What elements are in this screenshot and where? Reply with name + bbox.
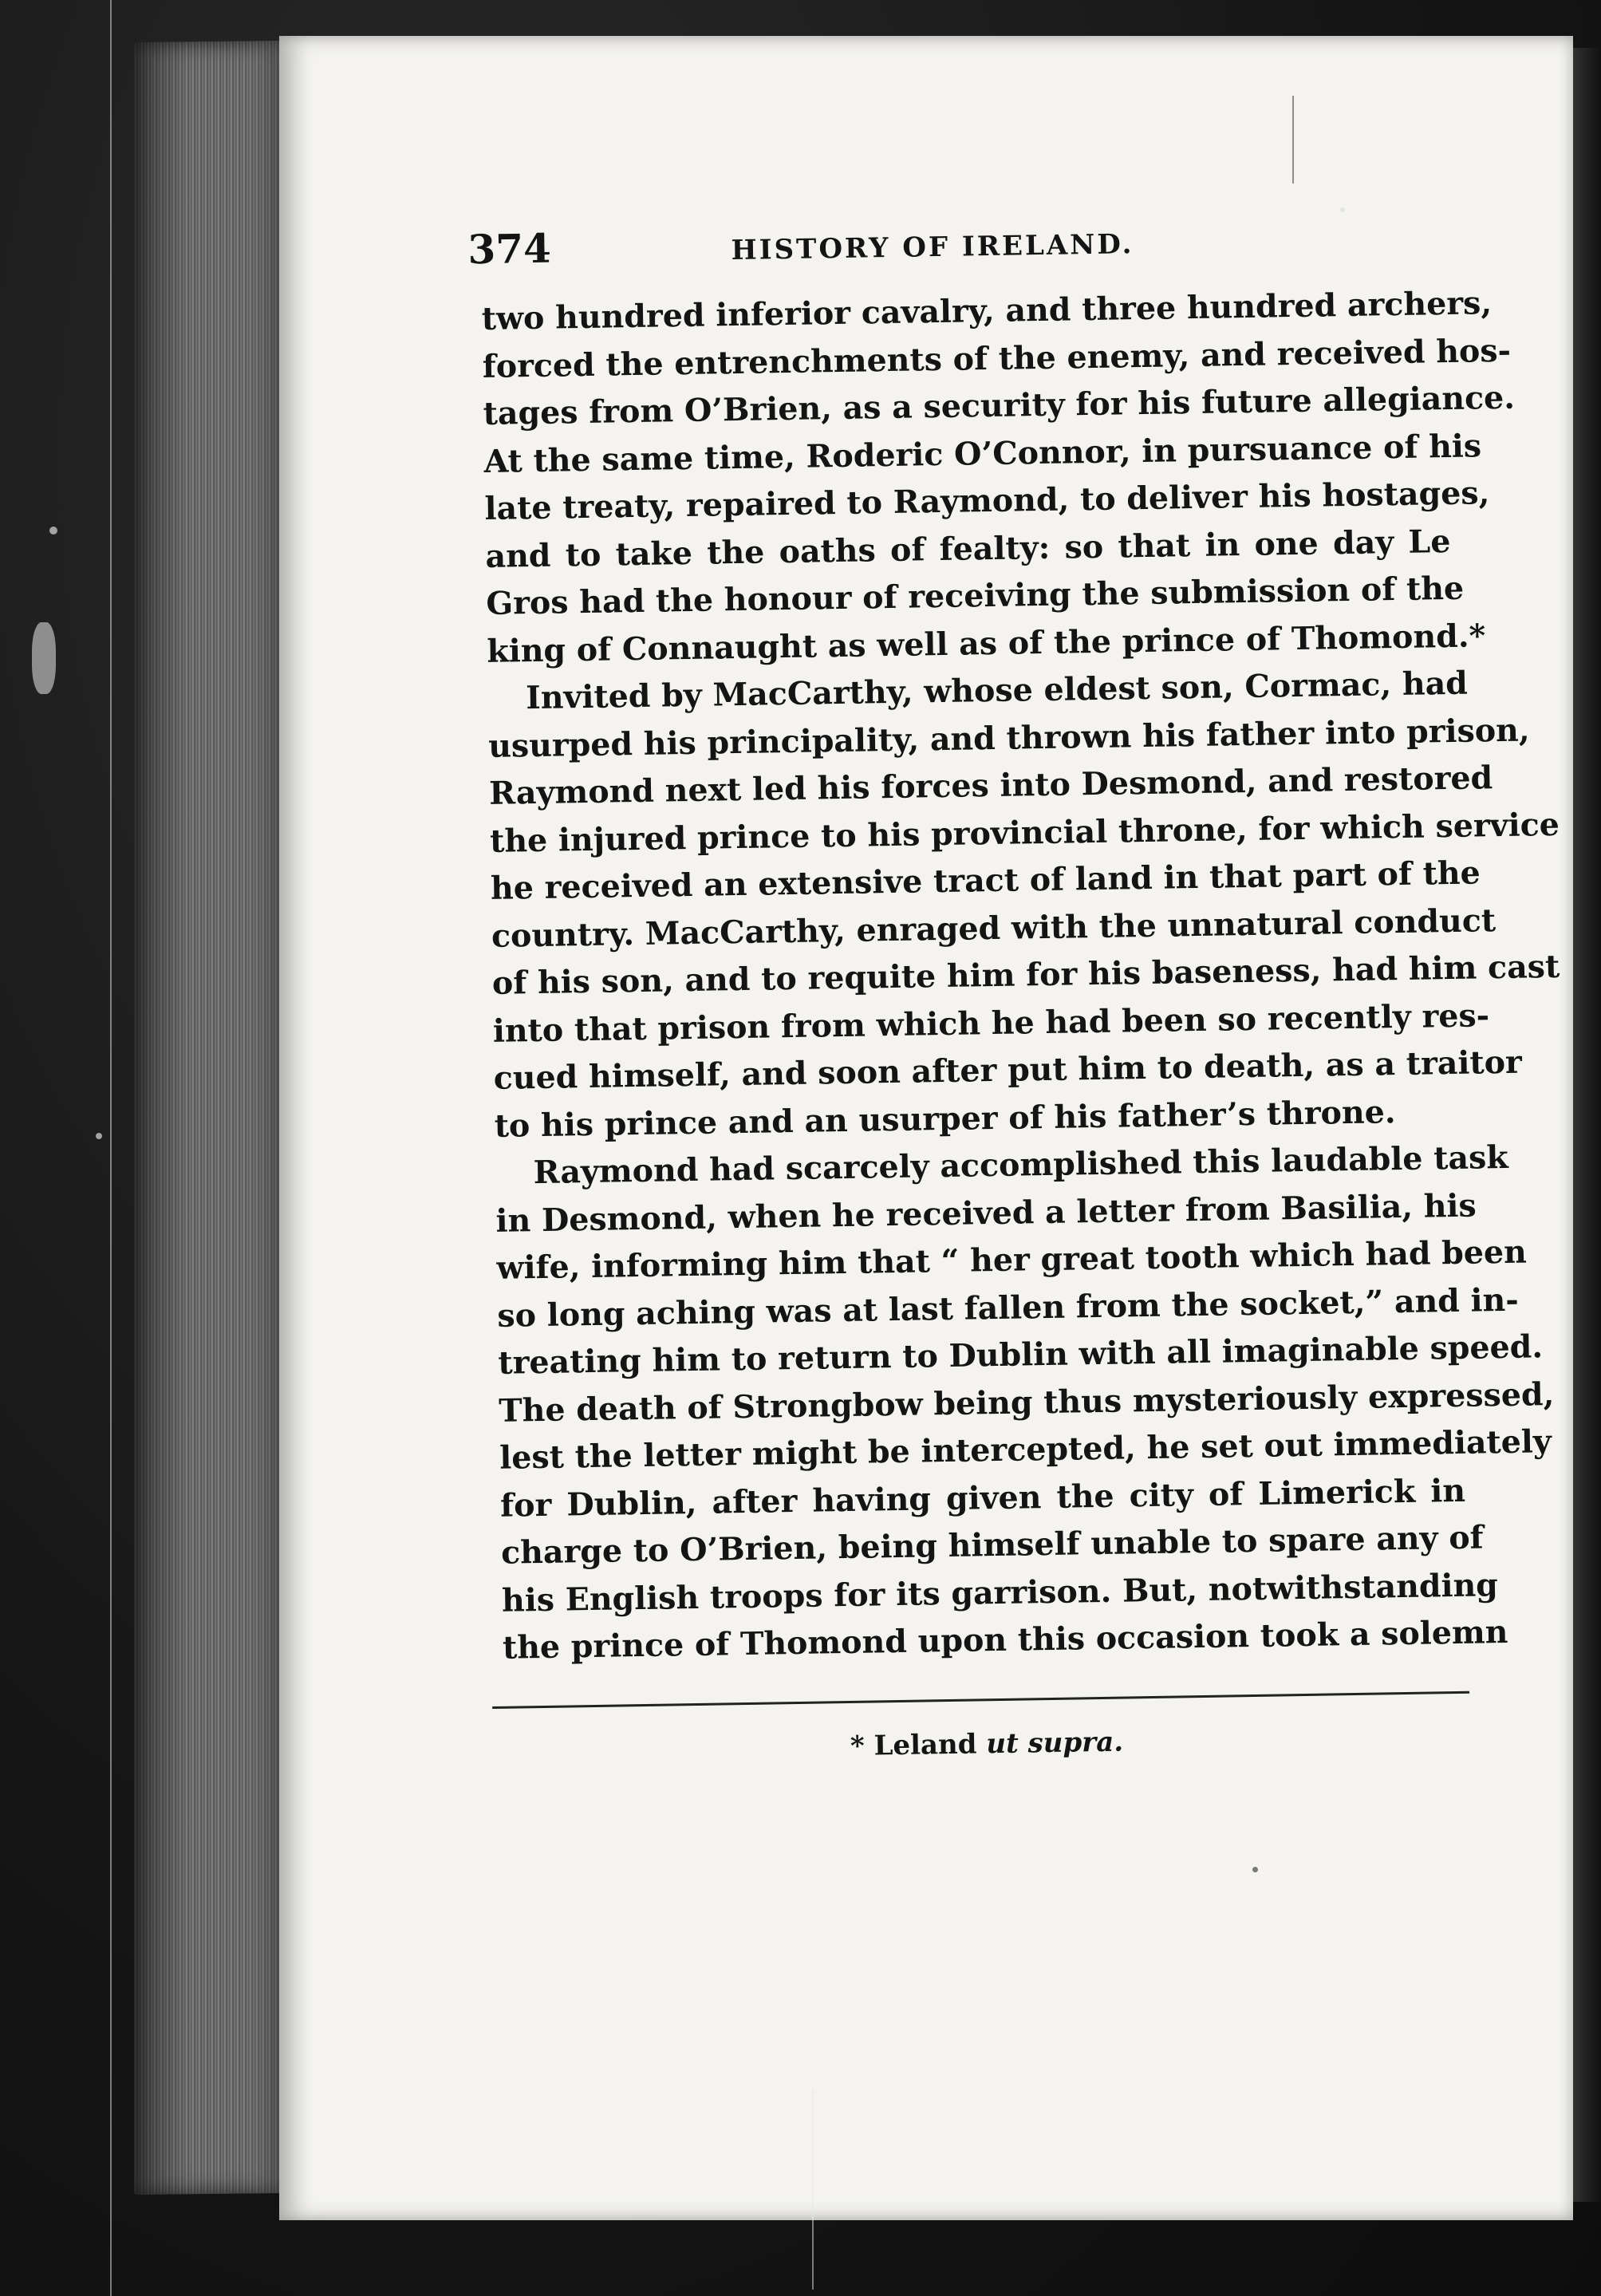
footnote-italic: ut supra. <box>986 1726 1124 1760</box>
text-line: At the same time, Roderic O’Connor, in pursuance of his <box>483 427 1482 480</box>
running-title: HISTORY OF IRELAND. <box>731 228 1134 267</box>
text-line: treating him to return to Dublin with all imaginable speed. <box>498 1328 1544 1382</box>
text-line: the injured prince to his provincial throne, for which service <box>489 806 1560 860</box>
text-line: forced the entrenchments of the enemy, and received hos- <box>482 332 1512 385</box>
text-line: country. MacCarthy, enraged with the unnatural conduct <box>491 901 1497 955</box>
text-line: tages from O’Brien, as a security for his future allegiance. <box>483 379 1516 432</box>
text-line: into that prison from which he had been so recently res- <box>492 996 1490 1050</box>
text-line: wife, informing him that “ her great tooth which had been <box>496 1233 1528 1287</box>
text-line: The death of Strongbow being thus mysteriously expressed, <box>498 1375 1555 1430</box>
text-line: king of Connaught as well as of the prince of Thomond.* <box>487 617 1486 670</box>
text-line: to his prince and an usurper of his father’s throne. <box>494 1093 1396 1145</box>
text-line: of his son, and to requite him for his baseness, had him cast <box>491 948 1560 1002</box>
footnote-rule <box>492 1690 1469 1708</box>
text-line: lest the letter might be intercepted, he set out immediately <box>499 1423 1552 1477</box>
text-line: Raymond had scarcely accomplished this laudable task <box>533 1138 1509 1192</box>
text-line: in Desmond, when he received a letter from Basilia, his <box>495 1187 1477 1240</box>
page-number: 374 <box>467 224 552 274</box>
text-line: and to take the oaths of fealty: so that in one day Le <box>485 523 1451 575</box>
text-line: the prince of Thomond upon this occasion took a solemn <box>502 1613 1508 1667</box>
footnote-marker: * <box>850 1730 866 1762</box>
text-line: late treaty, repaired to Raymond, to deliver his hostages, <box>484 475 1490 527</box>
film-speck <box>96 1133 102 1139</box>
film-scratch <box>812 2090 814 2290</box>
film-speck <box>32 622 56 694</box>
text-line: his English troops for its garrison. But, notwithstanding <box>501 1566 1499 1619</box>
text-line: for Dublin, after having given the city of Limerick in <box>499 1472 1466 1525</box>
text-line: Invited by MacCarthy, whose eldest son, Cormac, had <box>525 665 1469 717</box>
book-page <box>279 36 1573 2220</box>
text-line: so long aching was at last fallen from the socket,” and in- <box>497 1281 1520 1335</box>
film-scratch <box>110 0 112 2296</box>
book-page-edges <box>134 41 286 2195</box>
body-text <box>481 281 1560 1672</box>
footnote-text: Leland <box>873 1727 977 1761</box>
text-line: Raymond next led his forces into Desmond, and restored <box>488 759 1493 812</box>
paragraph-1 <box>481 281 1516 676</box>
page-header <box>467 211 1446 290</box>
film-speck <box>1340 207 1345 212</box>
film-speck <box>1252 1867 1258 1872</box>
text-line: cued himself, and soon after put him to death, as a traitor <box>493 1043 1523 1097</box>
paragraph-2 <box>487 661 1560 1150</box>
film-speck <box>49 527 57 535</box>
text-line: he received an extensive tract of land in that part of the <box>490 854 1481 907</box>
page-content <box>467 211 1560 1767</box>
text-line: two hundred inferior cavalry, and three hundred archers, <box>481 285 1493 337</box>
film-scratch <box>1292 96 1294 183</box>
paragraph-3 <box>495 1135 1555 1672</box>
footnote <box>504 1720 1469 1767</box>
text-line: Gros had the honour of receiving the submission of the <box>486 570 1465 622</box>
text-line: usurped his principality, and thrown his father into prison, <box>487 711 1530 765</box>
text-line: charge to O’Brien, being himself unable to spare any of <box>500 1519 1484 1572</box>
